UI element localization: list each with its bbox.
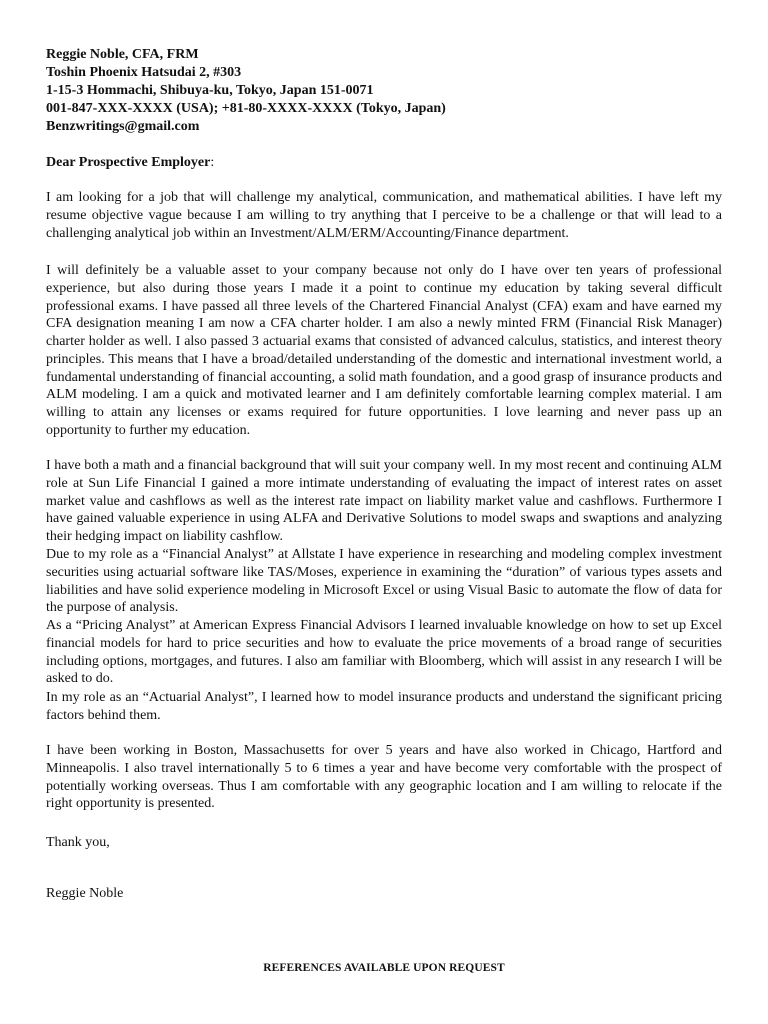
paragraph-objective: I am looking for a job that will challenge my analytical, communication, and mathematical abilities. I have left my resume objective vague because I am willing to try anything that I perceive to be a challenge or that will lead to a challenging analytical job within an Investment/ALM/ERM/Accounting/Finance department. <box>46 190 722 241</box>
sender-address-line-2: 1-15-3 Hommachi, Shibuya-ku, Tokyo, Japan 151-0071 <box>46 83 374 98</box>
sender-name: Reggie Noble, CFA, FRM <box>46 47 199 62</box>
paragraph-actuarial: In my role as an “Actuarial Analyst”, I learned how to model insurance products and understand the significant pricing factors behind them. <box>46 690 722 723</box>
paragraph-relocation: I have been working in Boston, Massachusetts for over 5 years and have also worked in Chicago, Hartford and Minneapolis. I also travel internationally 5 to 6 times a year and have become very comfortable with the prospect of potentially working overseas. Thus I am comfortable with any geographic location and I am willing to relocate if the right opportunity is presented. <box>46 743 722 812</box>
sender-address-line-1: Toshin Phoenix Hatsudai 2, #303 <box>46 65 242 80</box>
signature-name: Reggie Noble <box>46 886 124 901</box>
references-footer: REFERENCES AVAILABLE UPON REQUEST <box>263 962 505 974</box>
paragraph-sun-life: I have both a math and a financial background that will suit your company well. In my most recent and continuing ALM role at Sun Life Financial I gained a more intimate understanding of evaluating the impact of interest rates on asset market value and cashflows as well as the interest rate impact on liability market value and cashflows. Furthermore I have gained valuable experience in using ALFA and Derivative Solutions to model swaps and swaptions and analyzing their hedging impact on liability cashflow. <box>46 458 722 544</box>
sender-phone: 001-847-XXX-XXXX (USA); +81-80-XXXX-XXXX (Tokyo, Japan) <box>46 101 446 116</box>
salutation-text: Dear Prospective Employer <box>46 155 211 170</box>
closing: Thank you, <box>46 835 110 850</box>
salutation <box>46 154 214 172</box>
salutation-colon: : <box>210 155 215 170</box>
sender-email: Benzwritings@gmail.com <box>46 119 200 134</box>
paragraph-allstate: Due to my role as a “Financial Analyst” at Allstate I have experience in researching and modeling complex investment securities using actuarial software like TAS/Moses, experience in examining the “duration” of various types assets and liabilities and have solid experience modeling in Microsoft Excel or using Visual Basic to automate the flow of data for the purpose of analysis. <box>46 547 722 616</box>
letter-header <box>46 46 446 136</box>
paragraph-qualifications: I will definitely be a valuable asset to your company because not only do I have over ten years of professional experience, but also during those years I made it a point to continue my education by taking several difficult professional exams. I have passed all three levels of the Chartered Financial Analyst (CFA) exam and have earned my CFA designation meaning I am now a CFA charter holder. I am also a newly minted FRM (Financial Risk Manager) charter holder as well. I also passed 3 actuarial exams that consisted of advanced calculus, statistics, and interest theory principles. This means that I have a broad/detailed understanding of the domestic and international investment world, a fundamental understanding of financial accounting, a solid math foundation, and a good grasp of insurance products and ALM modeling. I am a quick and motivated learner and I am definitely comfortable learning complex material. I am willing to attain any licenses or exams required for future opportunities. I love learning and never pass up an opportunity to further my education. <box>46 263 722 438</box>
paragraph-american-express: As a “Pricing Analyst” at American Express Financial Advisors I learned invaluable knowledge on how to set up Excel financial models for hard to price securities and how to evaluate the price movements of a broad range of securities including options, mortgages, and futures. I also am familiar with Bloomberg, which will assist in any research I will be asked to do. <box>46 618 722 687</box>
